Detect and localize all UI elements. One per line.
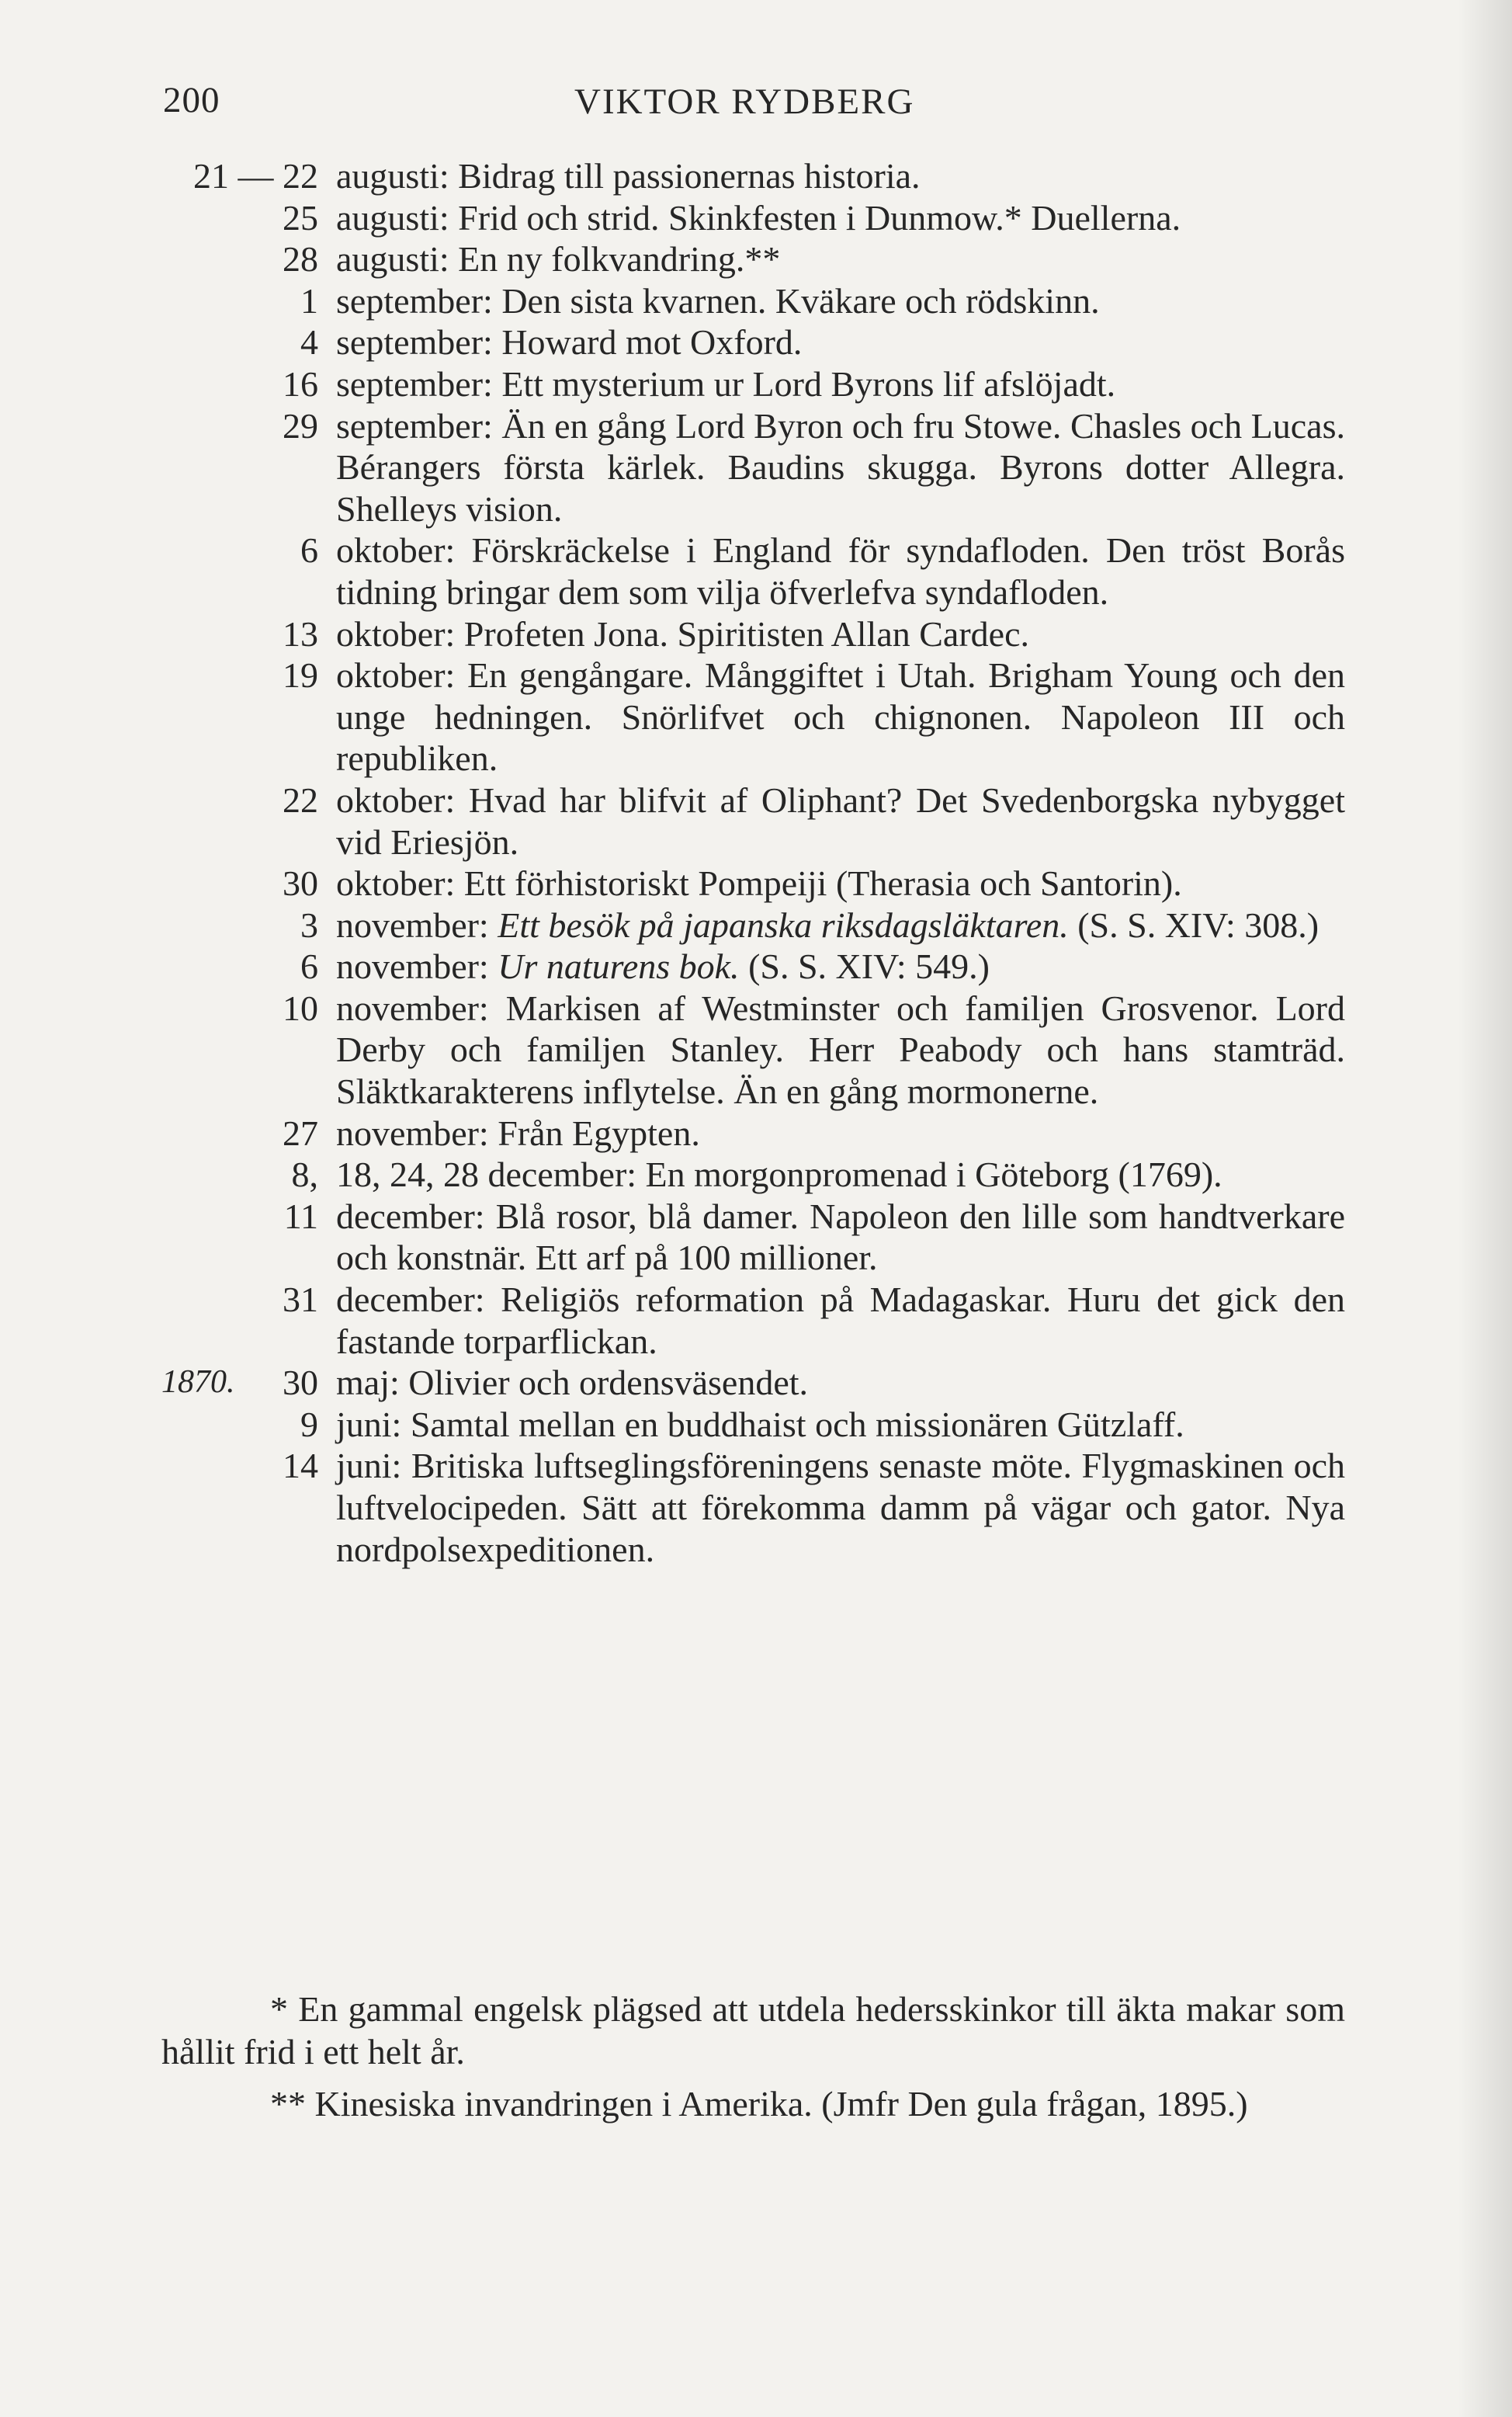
entry-content: Än en gång Lord Byron och fru Stowe. Chasles och Lucas. Bérangers första kärlek. Baudins skugga. Byrons dotter Allegra. Shelleys vision. [336, 405, 1346, 529]
entry [0, 988, 1512, 1113]
entry-month: oktober: [336, 780, 456, 820]
entry-month: oktober: [336, 863, 456, 904]
entry-day: 6 [300, 530, 318, 571]
entry-month: maj: [336, 1363, 400, 1403]
entry [0, 405, 1512, 530]
entry [0, 1279, 1512, 1362]
entry-day: 1 [300, 280, 318, 321]
entry-content: Samtal mellan en buddhaist och missionären Gützlaff. [410, 1404, 1184, 1444]
page-number: 200 [163, 80, 220, 120]
entry-day: 27 [283, 1113, 318, 1153]
entry-text [336, 1154, 1345, 1196]
entry [0, 613, 1512, 655]
entry-month: augusti: [336, 156, 449, 196]
entry [0, 1154, 1512, 1196]
entry-month: november: [336, 905, 489, 945]
entry-title-italic: Ur naturens bok. [498, 946, 740, 987]
entry-content: Blå rosor, blå damer. Napoleon den lille som handtverkare och konstnär. Ett arf på 100 millioner. [336, 1196, 1346, 1278]
entry-text [336, 946, 1345, 988]
running-head: VIKTOR RYDBERG [574, 82, 915, 122]
entry-day: 30 [283, 1363, 318, 1403]
entry-text [336, 155, 1345, 197]
entry-text [336, 363, 1345, 405]
entry-day: 3 [300, 905, 318, 945]
entry-day: 8, [291, 1155, 318, 1195]
entry [0, 1113, 1512, 1155]
entry-reference: (S. S. XIV: 549.) [739, 946, 990, 987]
entry-content: Olivier och ordensväsendet. [408, 1363, 809, 1403]
entry-day: 30 [283, 863, 318, 904]
entry [0, 155, 1512, 197]
entry-day: 22 [283, 780, 318, 820]
entry [0, 780, 1512, 863]
entry-month: september: [336, 280, 493, 321]
footnotes [0, 1988, 1512, 2134]
entry-text [336, 1362, 1345, 1404]
entry [0, 280, 1512, 322]
entry-day: 13 [283, 613, 318, 654]
entry-content: Förskräckelse i England för syndafloden. Den tröst Borås tidning bringar dem som vilja öfverlefva syndafloden. [336, 530, 1345, 612]
entry-text [336, 988, 1345, 1113]
entry-content: Britiska luftseglingsföreningens senaste möte. Flygmaskinen och luftvelocipeden. Sätt att förekomma damm på vägar och gator. Nya nordpolsexpeditionen. [336, 1446, 1346, 1569]
entry-text [336, 238, 1345, 280]
entry-month: december: [336, 1196, 485, 1236]
entry [0, 863, 1512, 905]
entry-text [336, 530, 1345, 613]
entry [0, 905, 1512, 946]
entry [0, 655, 1512, 780]
footnote: * En gammal engelsk plägsed att utdela hedersskinkor till äkta makar som hållit frid i ett helt år. [161, 1989, 1345, 2071]
entry-month: oktober: [336, 613, 456, 654]
entry-list [0, 155, 1512, 1570]
entry-content: En gengångare. Månggiftet i Utah. Brigham Young och den unge hedningen. Snörlifvet och chignonen. Napoleon III och republiken. [336, 655, 1345, 779]
entry-day: 14 [283, 1446, 318, 1486]
entry [0, 238, 1512, 280]
entry-month: september: [336, 363, 493, 404]
entry [0, 1445, 1512, 1570]
entry-content: Ett förhistoriskt Pompeiji (Therasia och Santorin). [463, 863, 1182, 904]
entry-content: Hvad har blifvit af Oliphant? Det Svedenborgska nybygget vid Eriesjön. [336, 780, 1346, 862]
entry-month: oktober: [336, 655, 456, 696]
entry-day: 16 [283, 363, 318, 404]
entry-month: juni: [336, 1404, 402, 1444]
entry-text [336, 280, 1345, 322]
entry-month: november: [336, 1113, 489, 1153]
entry-content: Profeten Jona. Spiritisten Allan Cardec. [463, 613, 1029, 654]
entry [0, 1196, 1512, 1279]
entry-day: 28 [283, 239, 318, 280]
entry [0, 197, 1512, 239]
entry-text [336, 1196, 1345, 1279]
entry-day: 29 [283, 405, 318, 446]
entry [0, 1362, 1512, 1404]
entry-month: augusti: [336, 239, 449, 280]
entry-text [336, 863, 1345, 905]
entry-month: november: [336, 988, 489, 1028]
entry-content: 18, 24, 28 december: En morgonpromenad i Göteborg (1769). [336, 1155, 1222, 1195]
entry-month: september: [336, 405, 493, 446]
entry-day: 25 [283, 197, 318, 238]
entry-content: Bidrag till passionernas historia. [458, 156, 921, 196]
entry-text [336, 405, 1345, 530]
entry-day: 19 [283, 655, 318, 696]
entry-day: 4 [300, 322, 318, 363]
entry-day: 6 [300, 946, 318, 987]
entry [0, 363, 1512, 405]
entry-day: 21 — 22 [193, 156, 318, 196]
entry-title-italic: Ett besök på japanska riksdagsläktaren. [498, 905, 1069, 945]
entry-content: Howard mot Oxford. [501, 322, 803, 363]
entry-text [336, 1404, 1345, 1446]
entry-month: november: [336, 946, 489, 987]
entry-content: Religiös reformation på Madagaskar. Huru det gick den fastande torparflickan. [336, 1280, 1345, 1361]
entry-day: 10 [283, 988, 318, 1028]
footnote: ** Kinesiska invandringen i Amerika. (Jmfr Den gula frågan, 1895.) [270, 2084, 1248, 2124]
entry-day: 31 [283, 1280, 318, 1320]
entry-text [336, 905, 1345, 946]
entry-month: juni: [336, 1446, 402, 1486]
entry [0, 321, 1512, 363]
entry-content: Frid och strid. Skinkfesten i Dunmow.* Duellerna. [458, 197, 1181, 238]
entry-text [336, 321, 1345, 363]
entry-text [336, 197, 1345, 239]
entry-text [336, 613, 1345, 655]
entry-month: december: [336, 1280, 485, 1320]
entry [0, 946, 1512, 988]
entry-text [336, 1445, 1345, 1570]
entry-content: En ny folkvandring.** [458, 239, 781, 280]
entry-year: 1870. [161, 1364, 235, 1401]
entry-day: 11 [283, 1196, 318, 1236]
entry-content: Från Egypten. [498, 1113, 700, 1153]
entry-content: Den sista kvarnen. Kväkare och rödskinn. [501, 280, 1100, 321]
entry-month: september: [336, 322, 493, 363]
entry-reference: (S. S. XIV: 308.) [1068, 905, 1320, 945]
entry-day: 9 [300, 1404, 318, 1444]
entry-text [336, 1279, 1345, 1362]
entry-month: augusti: [336, 197, 449, 238]
entry-content: Markisen af Westminster och familjen Grosvenor. Lord Derby och familjen Stanley. Herr Peabody och hans stamträd. Släktkarakterens inflytelse. Än en gång mormonerne. [336, 988, 1346, 1112]
entry-month: oktober: [336, 530, 456, 571]
entry-content: Ett mysterium ur Lord Byrons lif afslöjadt. [501, 363, 1116, 404]
entry [0, 530, 1512, 613]
entry-text [336, 780, 1345, 863]
entry-text [336, 655, 1345, 780]
entry-text [336, 1113, 1345, 1155]
page-header [0, 79, 1512, 126]
entry [0, 1404, 1512, 1446]
